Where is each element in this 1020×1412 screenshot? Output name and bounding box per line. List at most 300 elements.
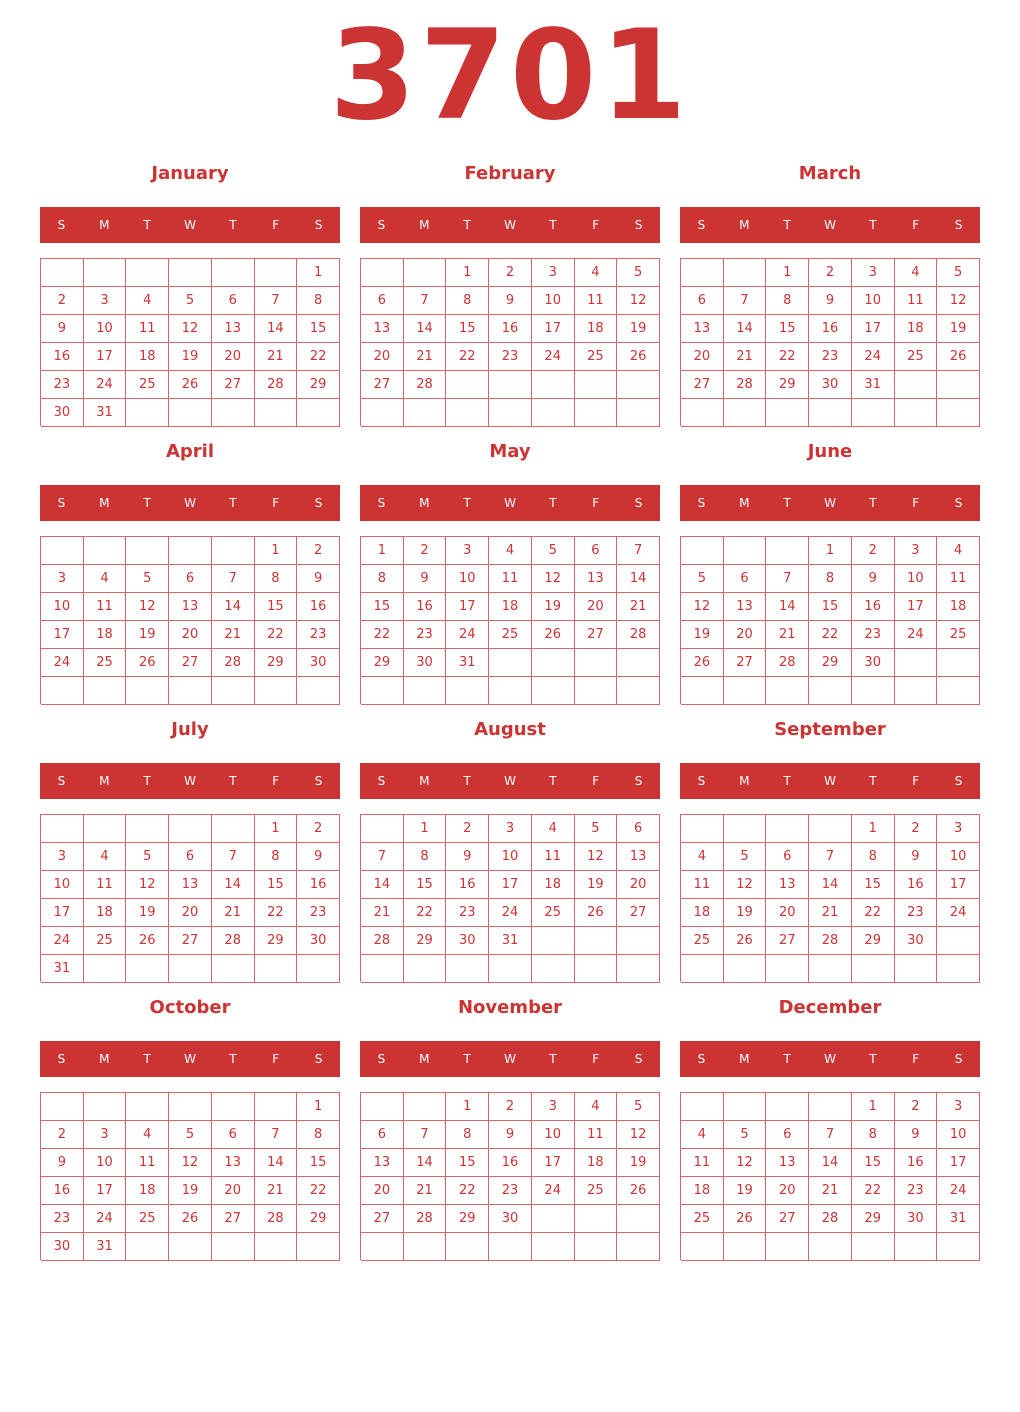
weekday-label: T [229, 496, 237, 510]
empty-day-cell [255, 399, 298, 427]
day-cell: 18 [532, 871, 575, 899]
day-cell: 1 [852, 1093, 895, 1121]
day-cell: 3 [41, 843, 84, 871]
day-cell: 13 [766, 1149, 809, 1177]
day-cell: 11 [84, 871, 127, 899]
day-cell: 3 [41, 565, 84, 593]
day-cell: 24 [895, 621, 938, 649]
day-cell: 8 [297, 287, 340, 315]
weekday-label: T [229, 1052, 237, 1066]
day-cell: 26 [937, 343, 980, 371]
weekday-header [680, 763, 980, 799]
day-cell: 24 [937, 1177, 980, 1205]
day-cell: 20 [361, 343, 404, 371]
day-cell: 27 [169, 649, 212, 677]
day-cell: 1 [446, 1093, 489, 1121]
weekday-label: S [57, 774, 66, 788]
empty-day-cell [489, 955, 532, 983]
day-cell: 13 [212, 1149, 255, 1177]
weekday-label: T [549, 1052, 557, 1066]
day-cell: 10 [895, 565, 938, 593]
empty-day-cell [169, 1233, 212, 1261]
day-cell: 12 [575, 843, 618, 871]
day-cell: 28 [255, 371, 298, 399]
day-cell: 18 [126, 1177, 169, 1205]
day-cell: 27 [361, 1205, 404, 1233]
day-cell: 29 [255, 927, 298, 955]
day-cell: 2 [809, 259, 852, 287]
empty-day-cell [724, 955, 767, 983]
day-cell: 30 [41, 1233, 84, 1261]
day-cell: 24 [852, 343, 895, 371]
empty-day-cell [766, 537, 809, 565]
day-cell: 19 [724, 1177, 767, 1205]
empty-day-cell [361, 677, 404, 705]
day-cell: 9 [41, 315, 84, 343]
day-cell: 31 [41, 955, 84, 983]
day-cell: 30 [404, 649, 447, 677]
day-cell: 1 [255, 537, 298, 565]
day-cell: 20 [169, 621, 212, 649]
day-cell: 27 [766, 927, 809, 955]
weekday-label: T [869, 496, 877, 510]
day-cell: 14 [724, 315, 767, 343]
empty-day-cell [41, 537, 84, 565]
day-cell: 28 [212, 649, 255, 677]
day-cell: 19 [169, 343, 212, 371]
day-cell: 22 [297, 1177, 340, 1205]
empty-day-cell [212, 399, 255, 427]
day-cell: 27 [169, 927, 212, 955]
weekday-label: F [272, 218, 280, 232]
day-cell: 7 [617, 537, 660, 565]
day-cell: 30 [297, 649, 340, 677]
day-cell: 30 [489, 1205, 532, 1233]
weekday-label: T [143, 218, 151, 232]
empty-day-cell [617, 371, 660, 399]
day-cell: 1 [446, 259, 489, 287]
empty-day-cell [126, 259, 169, 287]
day-cell: 9 [489, 287, 532, 315]
day-cell: 18 [84, 621, 127, 649]
day-cell: 5 [724, 1121, 767, 1149]
day-cell: 6 [169, 843, 212, 871]
day-cell: 21 [766, 621, 809, 649]
day-cell: 15 [255, 593, 298, 621]
empty-day-cell [681, 537, 724, 565]
day-cell: 5 [617, 259, 660, 287]
day-cell: 12 [532, 565, 575, 593]
day-cell: 9 [297, 843, 340, 871]
weekday-label: M [739, 218, 750, 232]
day-cell: 26 [724, 1205, 767, 1233]
day-cell: 8 [255, 565, 298, 593]
weekday-label: S [57, 1052, 66, 1066]
day-cell: 17 [489, 871, 532, 899]
weekday-label: S [954, 1052, 963, 1066]
empty-day-cell [724, 399, 767, 427]
month-title: August [474, 719, 546, 740]
day-cell: 11 [681, 1149, 724, 1177]
day-cell: 21 [255, 1177, 298, 1205]
day-cell: 22 [255, 621, 298, 649]
day-cell: 24 [41, 927, 84, 955]
weekday-label: T [463, 1052, 471, 1066]
weekday-label: T [463, 774, 471, 788]
day-cell: 25 [126, 371, 169, 399]
day-cell: 3 [852, 259, 895, 287]
weekday-label: T [783, 218, 791, 232]
month-title: June [807, 441, 853, 462]
empty-day-cell [361, 399, 404, 427]
day-cell: 1 [255, 815, 298, 843]
empty-day-cell [575, 677, 618, 705]
day-cell: 19 [617, 315, 660, 343]
day-cell: 7 [255, 1121, 298, 1149]
day-cell: 22 [361, 621, 404, 649]
day-cell: 4 [575, 259, 618, 287]
day-cell: 14 [809, 1149, 852, 1177]
day-cell: 24 [446, 621, 489, 649]
empty-day-cell [575, 649, 618, 677]
empty-day-cell [617, 677, 660, 705]
empty-day-cell [532, 927, 575, 955]
day-cell: 30 [41, 399, 84, 427]
day-cell: 11 [681, 871, 724, 899]
day-cell: 29 [766, 371, 809, 399]
day-cell: 26 [169, 371, 212, 399]
day-cell: 5 [681, 565, 724, 593]
empty-day-cell [489, 399, 532, 427]
empty-day-cell [404, 955, 447, 983]
empty-day-cell [126, 955, 169, 983]
day-cell: 16 [41, 1177, 84, 1205]
day-cell: 3 [489, 815, 532, 843]
day-cell: 19 [937, 315, 980, 343]
day-cell: 7 [255, 287, 298, 315]
day-cell: 25 [937, 621, 980, 649]
day-cell: 24 [84, 371, 127, 399]
day-cell: 2 [895, 815, 938, 843]
day-cell: 7 [766, 565, 809, 593]
day-cell: 12 [169, 315, 212, 343]
empty-day-cell [41, 677, 84, 705]
weekday-label: T [783, 774, 791, 788]
empty-day-cell [809, 815, 852, 843]
day-cell: 18 [489, 593, 532, 621]
empty-day-cell [212, 1093, 255, 1121]
day-cell: 25 [681, 1205, 724, 1233]
day-cell: 16 [446, 871, 489, 899]
day-cell: 30 [297, 927, 340, 955]
day-cell: 1 [766, 259, 809, 287]
day-cell: 16 [297, 593, 340, 621]
month-title: December [778, 997, 882, 1018]
day-cell: 19 [724, 899, 767, 927]
day-cell: 31 [84, 399, 127, 427]
month-title: May [489, 441, 531, 462]
empty-day-cell [84, 537, 127, 565]
empty-day-cell [446, 371, 489, 399]
day-cell: 12 [724, 1149, 767, 1177]
day-cell: 6 [766, 1121, 809, 1149]
empty-day-cell [724, 677, 767, 705]
day-cell: 9 [895, 843, 938, 871]
day-cell: 21 [809, 1177, 852, 1205]
empty-day-cell [724, 1233, 767, 1261]
day-cell: 10 [532, 287, 575, 315]
empty-day-cell [937, 399, 980, 427]
empty-day-cell [126, 1093, 169, 1121]
day-cell: 26 [617, 1177, 660, 1205]
day-cell: 5 [126, 843, 169, 871]
empty-day-cell [809, 1233, 852, 1261]
day-cell: 15 [766, 315, 809, 343]
day-cell: 6 [212, 287, 255, 315]
day-cell: 10 [532, 1121, 575, 1149]
day-cell: 24 [489, 899, 532, 927]
day-cell: 7 [212, 843, 255, 871]
day-cell: 3 [532, 259, 575, 287]
empty-day-cell [255, 955, 298, 983]
empty-day-cell [212, 815, 255, 843]
empty-day-cell [361, 259, 404, 287]
empty-day-cell [126, 399, 169, 427]
day-cell: 16 [809, 315, 852, 343]
day-cell: 28 [766, 649, 809, 677]
day-cell: 24 [937, 899, 980, 927]
weekday-label: S [377, 1052, 386, 1066]
day-cell: 1 [361, 537, 404, 565]
day-cell: 21 [212, 621, 255, 649]
empty-day-cell [255, 1233, 298, 1261]
weekday-label: S [377, 774, 386, 788]
day-cell: 21 [617, 593, 660, 621]
empty-day-cell [297, 955, 340, 983]
day-cell: 9 [446, 843, 489, 871]
day-cell: 15 [446, 315, 489, 343]
empty-day-cell [41, 815, 84, 843]
day-cell: 14 [766, 593, 809, 621]
day-cell: 14 [255, 1149, 298, 1177]
empty-day-cell [361, 1233, 404, 1261]
day-cell: 13 [361, 315, 404, 343]
day-cell: 29 [446, 1205, 489, 1233]
day-cell: 18 [126, 343, 169, 371]
day-cell: 16 [297, 871, 340, 899]
day-cell: 22 [852, 1177, 895, 1205]
day-cell: 27 [617, 899, 660, 927]
day-cell: 28 [809, 1205, 852, 1233]
weekday-label: T [869, 1052, 877, 1066]
day-cell: 2 [297, 815, 340, 843]
weekday-header [40, 763, 340, 799]
day-cell: 10 [937, 843, 980, 871]
day-cell: 23 [489, 343, 532, 371]
day-cell: 30 [809, 371, 852, 399]
day-cell: 4 [84, 565, 127, 593]
day-cell: 31 [489, 927, 532, 955]
day-cell: 26 [126, 927, 169, 955]
empty-day-cell [937, 677, 980, 705]
day-cell: 17 [41, 621, 84, 649]
month-title: July [171, 719, 209, 740]
day-cell: 1 [852, 815, 895, 843]
day-cell: 7 [212, 565, 255, 593]
day-cell: 9 [297, 565, 340, 593]
day-cell: 25 [681, 927, 724, 955]
day-cell: 8 [852, 1121, 895, 1149]
day-cell: 30 [446, 927, 489, 955]
empty-day-cell [937, 371, 980, 399]
day-cell: 10 [41, 871, 84, 899]
day-cell: 9 [404, 565, 447, 593]
day-cell: 21 [361, 899, 404, 927]
empty-day-cell [895, 371, 938, 399]
day-grid [360, 814, 660, 982]
weekday-label: W [824, 774, 836, 788]
empty-day-cell [724, 259, 767, 287]
weekday-label: T [783, 496, 791, 510]
day-cell: 15 [297, 1149, 340, 1177]
day-cell: 5 [575, 815, 618, 843]
day-cell: 23 [41, 1205, 84, 1233]
day-cell: 18 [681, 1177, 724, 1205]
day-cell: 18 [895, 315, 938, 343]
day-cell: 6 [575, 537, 618, 565]
empty-day-cell [532, 649, 575, 677]
day-cell: 12 [126, 593, 169, 621]
day-cell: 17 [446, 593, 489, 621]
empty-day-cell [895, 399, 938, 427]
day-cell: 8 [446, 1121, 489, 1149]
weekday-label: S [954, 218, 963, 232]
day-cell: 2 [41, 1121, 84, 1149]
day-cell: 9 [809, 287, 852, 315]
day-cell: 11 [489, 565, 532, 593]
day-cell: 20 [617, 871, 660, 899]
day-cell: 28 [255, 1205, 298, 1233]
day-cell: 19 [681, 621, 724, 649]
day-cell: 24 [532, 343, 575, 371]
month-title: February [464, 163, 556, 184]
day-cell: 19 [169, 1177, 212, 1205]
weekday-header [680, 485, 980, 521]
day-cell: 13 [361, 1149, 404, 1177]
day-cell: 28 [724, 371, 767, 399]
day-cell: 25 [84, 649, 127, 677]
day-cell: 8 [809, 565, 852, 593]
empty-day-cell [532, 399, 575, 427]
empty-day-cell [532, 1205, 575, 1233]
day-cell: 4 [84, 843, 127, 871]
day-grid [680, 1092, 980, 1260]
day-cell: 1 [297, 259, 340, 287]
day-cell: 27 [361, 371, 404, 399]
day-cell: 3 [446, 537, 489, 565]
weekday-label: T [143, 774, 151, 788]
day-cell: 29 [404, 927, 447, 955]
day-cell: 20 [766, 1177, 809, 1205]
weekday-label: F [592, 774, 600, 788]
day-cell: 11 [126, 315, 169, 343]
empty-day-cell [212, 955, 255, 983]
weekday-label: S [634, 1052, 643, 1066]
day-cell: 8 [361, 565, 404, 593]
day-cell: 23 [895, 1177, 938, 1205]
day-cell: 19 [126, 899, 169, 927]
day-cell: 28 [617, 621, 660, 649]
weekday-header [360, 763, 660, 799]
empty-day-cell [937, 955, 980, 983]
empty-day-cell [41, 259, 84, 287]
empty-day-cell [809, 955, 852, 983]
day-cell: 20 [766, 899, 809, 927]
day-cell: 28 [212, 927, 255, 955]
day-cell: 14 [404, 315, 447, 343]
day-cell: 21 [404, 343, 447, 371]
day-cell: 29 [297, 1205, 340, 1233]
weekday-label: M [739, 496, 750, 510]
empty-day-cell [84, 815, 127, 843]
day-cell: 15 [404, 871, 447, 899]
weekday-label: F [912, 496, 920, 510]
weekday-label: T [463, 218, 471, 232]
empty-day-cell [404, 1233, 447, 1261]
day-cell: 17 [937, 871, 980, 899]
empty-day-cell [766, 677, 809, 705]
weekday-header [40, 207, 340, 243]
weekday-label: T [229, 774, 237, 788]
day-cell: 29 [361, 649, 404, 677]
day-cell: 25 [575, 343, 618, 371]
empty-day-cell [169, 537, 212, 565]
day-cell: 2 [446, 815, 489, 843]
day-cell: 18 [681, 899, 724, 927]
day-cell: 23 [852, 621, 895, 649]
weekday-label: S [314, 1052, 323, 1066]
day-cell: 18 [575, 315, 618, 343]
empty-day-cell [937, 927, 980, 955]
day-cell: 5 [126, 565, 169, 593]
empty-day-cell [446, 677, 489, 705]
day-cell: 6 [361, 1121, 404, 1149]
day-cell: 3 [84, 287, 127, 315]
day-cell: 14 [361, 871, 404, 899]
day-cell: 21 [809, 899, 852, 927]
day-cell: 31 [446, 649, 489, 677]
day-cell: 27 [724, 649, 767, 677]
empty-day-cell [681, 399, 724, 427]
day-cell: 3 [84, 1121, 127, 1149]
empty-day-cell [575, 927, 618, 955]
day-cell: 15 [446, 1149, 489, 1177]
empty-day-cell [852, 1233, 895, 1261]
day-cell: 26 [575, 899, 618, 927]
day-cell: 18 [937, 593, 980, 621]
weekday-label: S [57, 496, 66, 510]
empty-day-cell [852, 677, 895, 705]
day-cell: 1 [809, 537, 852, 565]
day-grid [680, 258, 980, 426]
weekday-label: S [377, 218, 386, 232]
weekday-header [680, 207, 980, 243]
weekday-label: M [419, 774, 430, 788]
day-cell: 3 [937, 1093, 980, 1121]
empty-day-cell [255, 677, 298, 705]
day-cell: 23 [489, 1177, 532, 1205]
day-cell: 28 [361, 927, 404, 955]
